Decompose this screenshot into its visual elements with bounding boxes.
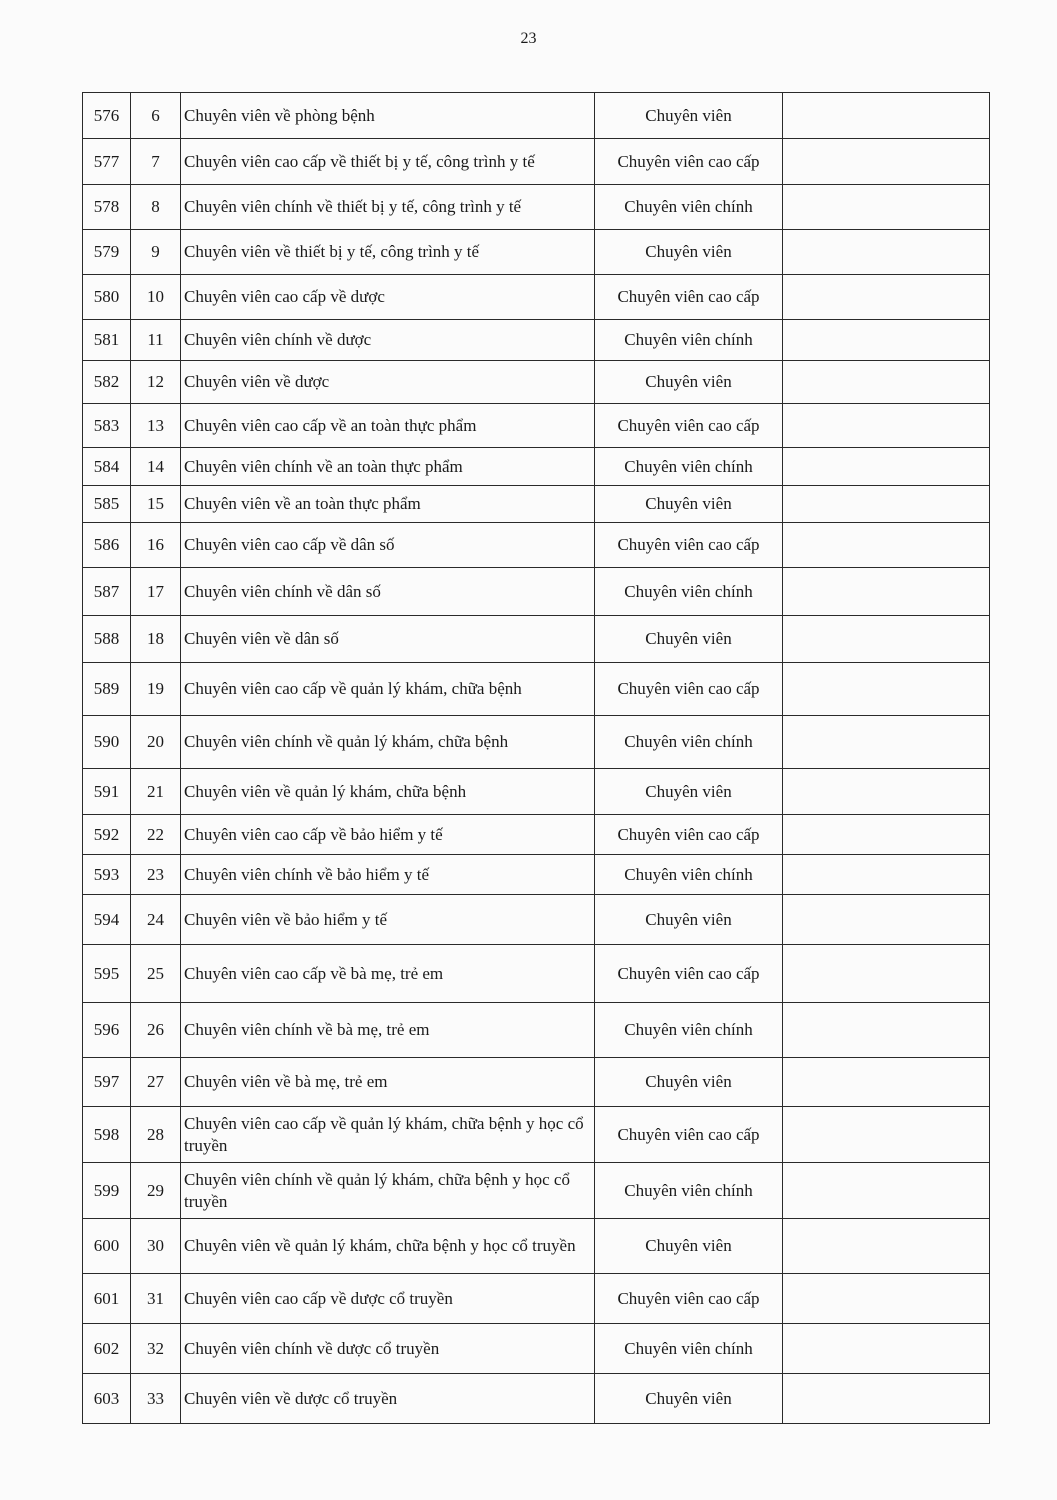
cell-rank: Chuyên viên — [595, 486, 783, 523]
cell-group-index: 32 — [131, 1324, 181, 1374]
cell-group-index: 13 — [131, 404, 181, 448]
cell-serial-number: 592 — [83, 815, 131, 855]
table-row — [83, 1003, 990, 1058]
cell-group-index: 24 — [131, 895, 181, 945]
table-row — [83, 1163, 990, 1219]
table-row — [83, 1324, 990, 1374]
cell-serial-number: 584 — [83, 448, 131, 486]
cell-serial-number: 586 — [83, 523, 131, 568]
cell-rank: Chuyên viên chính — [595, 716, 783, 769]
table-row — [83, 1058, 990, 1107]
cell-rank: Chuyên viên — [595, 1374, 783, 1424]
cell-rank: Chuyên viên — [595, 895, 783, 945]
table-row — [83, 1374, 990, 1424]
table-row — [83, 1219, 990, 1274]
cell-note — [783, 769, 990, 815]
cell-rank: Chuyên viên chính — [595, 185, 783, 230]
table-row — [83, 486, 990, 523]
cell-serial-number: 595 — [83, 945, 131, 1003]
positions-table — [82, 92, 990, 1424]
cell-serial-number: 583 — [83, 404, 131, 448]
cell-serial-number: 581 — [83, 320, 131, 361]
table-row — [83, 139, 990, 185]
cell-group-index: 15 — [131, 486, 181, 523]
cell-serial-number: 577 — [83, 139, 131, 185]
cell-group-index: 33 — [131, 1374, 181, 1424]
cell-position-title: Chuyên viên cao cấp về quản lý khám, chữa bệnh — [181, 663, 595, 716]
cell-note — [783, 1163, 990, 1219]
cell-note — [783, 361, 990, 404]
cell-serial-number: 588 — [83, 616, 131, 663]
cell-note — [783, 945, 990, 1003]
table-row — [83, 895, 990, 945]
cell-position-title: Chuyên viên chính về bà mẹ, trẻ em — [181, 1003, 595, 1058]
cell-group-index: 11 — [131, 320, 181, 361]
cell-rank: Chuyên viên — [595, 361, 783, 404]
table-row — [83, 769, 990, 815]
cell-serial-number: 589 — [83, 663, 131, 716]
cell-group-index: 18 — [131, 616, 181, 663]
cell-position-title: Chuyên viên cao cấp về thiết bị y tế, công trình y tế — [181, 139, 595, 185]
page-number: 23 — [520, 30, 537, 47]
cell-group-index: 14 — [131, 448, 181, 486]
cell-group-index: 21 — [131, 769, 181, 815]
cell-note — [783, 1219, 990, 1274]
cell-note — [783, 1274, 990, 1324]
cell-rank: Chuyên viên cao cấp — [595, 945, 783, 1003]
cell-note — [783, 448, 990, 486]
cell-note — [783, 93, 990, 139]
cell-group-index: 27 — [131, 1058, 181, 1107]
table-row — [83, 185, 990, 230]
cell-position-title: Chuyên viên về thiết bị y tế, công trình y tế — [181, 230, 595, 275]
cell-position-title: Chuyên viên về bà mẹ, trẻ em — [181, 1058, 595, 1107]
cell-group-index: 30 — [131, 1219, 181, 1274]
table-row — [83, 230, 990, 275]
cell-note — [783, 1324, 990, 1374]
cell-rank: Chuyên viên — [595, 1058, 783, 1107]
cell-note — [783, 1374, 990, 1424]
table-row — [83, 568, 990, 616]
cell-rank: Chuyên viên cao cấp — [595, 1274, 783, 1324]
cell-position-title: Chuyên viên cao cấp về bà mẹ, trẻ em — [181, 945, 595, 1003]
cell-group-index: 7 — [131, 139, 181, 185]
cell-group-index: 31 — [131, 1274, 181, 1324]
cell-position-title: Chuyên viên chính về dược cổ truyền — [181, 1324, 595, 1374]
cell-serial-number: 579 — [83, 230, 131, 275]
table-row — [83, 448, 990, 486]
cell-rank: Chuyên viên — [595, 616, 783, 663]
cell-rank: Chuyên viên chính — [595, 568, 783, 616]
cell-rank: Chuyên viên cao cấp — [595, 139, 783, 185]
cell-rank: Chuyên viên — [595, 93, 783, 139]
cell-serial-number: 600 — [83, 1219, 131, 1274]
cell-rank: Chuyên viên chính — [595, 1163, 783, 1219]
cell-serial-number: 582 — [83, 361, 131, 404]
cell-position-title: Chuyên viên cao cấp về an toàn thực phẩm — [181, 404, 595, 448]
cell-group-index: 16 — [131, 523, 181, 568]
table-row — [83, 361, 990, 404]
cell-rank: Chuyên viên cao cấp — [595, 1107, 783, 1163]
table-row — [83, 945, 990, 1003]
cell-group-index: 29 — [131, 1163, 181, 1219]
cell-position-title: Chuyên viên về dược cổ truyền — [181, 1374, 595, 1424]
cell-serial-number: 585 — [83, 486, 131, 523]
cell-rank: Chuyên viên cao cấp — [595, 523, 783, 568]
cell-serial-number: 587 — [83, 568, 131, 616]
cell-serial-number: 580 — [83, 275, 131, 320]
cell-note — [783, 275, 990, 320]
cell-position-title: Chuyên viên chính về dược — [181, 320, 595, 361]
cell-position-title: Chuyên viên về quản lý khám, chữa bệnh — [181, 769, 595, 815]
cell-note — [783, 185, 990, 230]
cell-group-index: 23 — [131, 855, 181, 895]
cell-group-index: 22 — [131, 815, 181, 855]
cell-note — [783, 663, 990, 716]
table-row — [83, 93, 990, 139]
cell-serial-number: 599 — [83, 1163, 131, 1219]
cell-serial-number: 603 — [83, 1374, 131, 1424]
cell-position-title: Chuyên viên cao cấp về dược — [181, 275, 595, 320]
table-row — [83, 523, 990, 568]
table-row — [83, 815, 990, 855]
table-row — [83, 1107, 990, 1163]
cell-rank: Chuyên viên cao cấp — [595, 815, 783, 855]
cell-position-title: Chuyên viên chính về bảo hiểm y tế — [181, 855, 595, 895]
cell-note — [783, 523, 990, 568]
cell-rank: Chuyên viên chính — [595, 1324, 783, 1374]
cell-serial-number: 578 — [83, 185, 131, 230]
cell-position-title: Chuyên viên chính về thiết bị y tế, công trình y tế — [181, 185, 595, 230]
cell-rank: Chuyên viên — [595, 230, 783, 275]
cell-note — [783, 320, 990, 361]
table-row — [83, 320, 990, 361]
cell-group-index: 28 — [131, 1107, 181, 1163]
cell-position-title: Chuyên viên chính về quản lý khám, chữa bệnh — [181, 716, 595, 769]
cell-serial-number: 598 — [83, 1107, 131, 1163]
cell-group-index: 25 — [131, 945, 181, 1003]
cell-rank: Chuyên viên chính — [595, 448, 783, 486]
cell-serial-number: 601 — [83, 1274, 131, 1324]
cell-rank: Chuyên viên cao cấp — [595, 663, 783, 716]
cell-position-title: Chuyên viên cao cấp về dân số — [181, 523, 595, 568]
cell-group-index: 8 — [131, 185, 181, 230]
cell-group-index: 6 — [131, 93, 181, 139]
cell-group-index: 20 — [131, 716, 181, 769]
cell-serial-number: 594 — [83, 895, 131, 945]
cell-serial-number: 596 — [83, 1003, 131, 1058]
cell-serial-number: 591 — [83, 769, 131, 815]
cell-rank: Chuyên viên — [595, 1219, 783, 1274]
cell-position-title: Chuyên viên về phòng bệnh — [181, 93, 595, 139]
cell-group-index: 9 — [131, 230, 181, 275]
cell-note — [783, 855, 990, 895]
table-row — [83, 1274, 990, 1324]
table-row — [83, 716, 990, 769]
cell-group-index: 12 — [131, 361, 181, 404]
cell-serial-number: 576 — [83, 93, 131, 139]
cell-position-title: Chuyên viên cao cấp về bảo hiểm y tế — [181, 815, 595, 855]
cell-rank: Chuyên viên cao cấp — [595, 404, 783, 448]
cell-rank: Chuyên viên cao cấp — [595, 275, 783, 320]
cell-position-title: Chuyên viên chính về quản lý khám, chữa bệnh y học cổ truyền — [181, 1163, 595, 1219]
cell-note — [783, 716, 990, 769]
cell-position-title: Chuyên viên về dân số — [181, 616, 595, 663]
cell-position-title: Chuyên viên về dược — [181, 361, 595, 404]
cell-position-title: Chuyên viên cao cấp về dược cổ truyền — [181, 1274, 595, 1324]
cell-rank: Chuyên viên chính — [595, 1003, 783, 1058]
cell-note — [783, 230, 990, 275]
cell-group-index: 17 — [131, 568, 181, 616]
cell-note — [783, 404, 990, 448]
cell-position-title: Chuyên viên về quản lý khám, chữa bệnh y học cổ truyền — [181, 1219, 595, 1274]
cell-serial-number: 602 — [83, 1324, 131, 1374]
cell-group-index: 10 — [131, 275, 181, 320]
cell-position-title: Chuyên viên cao cấp về quản lý khám, chữa bệnh y học cổ truyền — [181, 1107, 595, 1163]
cell-note — [783, 895, 990, 945]
table-row — [83, 855, 990, 895]
cell-serial-number: 597 — [83, 1058, 131, 1107]
table-body — [83, 93, 990, 1424]
cell-position-title: Chuyên viên chính về an toàn thực phẩm — [181, 448, 595, 486]
cell-serial-number: 593 — [83, 855, 131, 895]
cell-position-title: Chuyên viên về an toàn thực phẩm — [181, 486, 595, 523]
cell-note — [783, 1107, 990, 1163]
cell-note — [783, 815, 990, 855]
cell-group-index: 19 — [131, 663, 181, 716]
cell-rank: Chuyên viên — [595, 769, 783, 815]
table-row — [83, 663, 990, 716]
table-row — [83, 275, 990, 320]
table-row — [83, 616, 990, 663]
cell-serial-number: 590 — [83, 716, 131, 769]
cell-note — [783, 568, 990, 616]
cell-note — [783, 486, 990, 523]
cell-note — [783, 616, 990, 663]
cell-note — [783, 139, 990, 185]
cell-note — [783, 1003, 990, 1058]
cell-note — [783, 1058, 990, 1107]
cell-group-index: 26 — [131, 1003, 181, 1058]
cell-position-title: Chuyên viên chính về dân số — [181, 568, 595, 616]
cell-rank: Chuyên viên chính — [595, 855, 783, 895]
cell-rank: Chuyên viên chính — [595, 320, 783, 361]
table-row — [83, 404, 990, 448]
cell-position-title: Chuyên viên về bảo hiểm y tế — [181, 895, 595, 945]
